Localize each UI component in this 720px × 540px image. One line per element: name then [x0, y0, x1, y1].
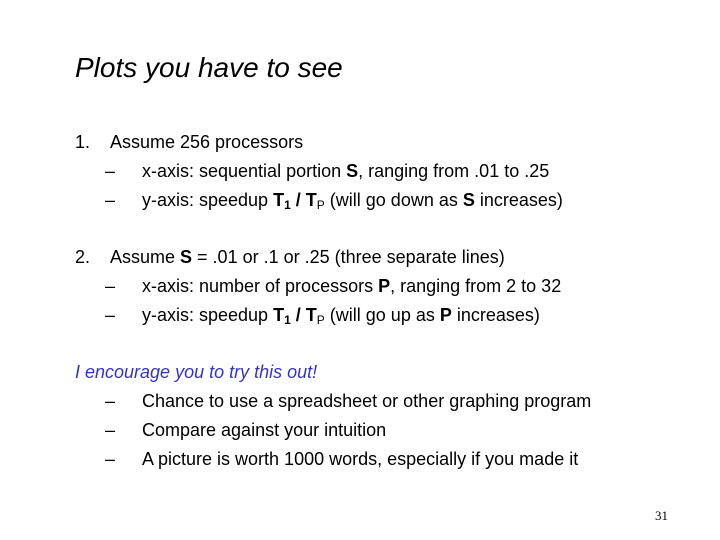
sub-bullet-text: y-axis: speedup $T_1 / T_P$ (will go down as S increases) — [142, 190, 563, 212]
sub-bullet-text: x-axis: sequential portion S, ranging from .01 to .25 — [142, 161, 550, 181]
sub-bullet-text: A picture is worth 1000 words, especially if you made it — [142, 449, 579, 469]
page-number: 31 — [655, 508, 668, 523]
list-item-text: Assume 256 processors — [110, 132, 304, 152]
encourage-heading: I encourage you to try this out! — [75, 362, 318, 382]
list-number: 1. — [75, 132, 91, 152]
sub-bullet-text: Compare against your intuition — [142, 420, 387, 440]
dash-bullet: – — [105, 161, 116, 181]
list-number: 2. — [75, 247, 91, 267]
dash-bullet: – — [105, 190, 116, 210]
sub-bullet-text: y-axis: speedup $T_1 / T_P$ (will go up as P increases) — [142, 305, 540, 327]
slide-title: Plots you have to see — [75, 52, 343, 83]
list-item-text: Assume S = .01 or .1 or .25 (three separate lines) — [110, 247, 505, 267]
dash-bullet: – — [105, 305, 116, 325]
dash-bullet: – — [105, 391, 116, 411]
sub-bullet-text: Chance to use a spreadsheet or other graphing program — [142, 391, 592, 411]
dash-bullet: – — [105, 276, 116, 296]
sub-bullet-text: x-axis: number of processors P, ranging from 2 to 32 — [142, 276, 562, 296]
dash-bullet: – — [105, 420, 116, 440]
dash-bullet: – — [105, 449, 116, 469]
